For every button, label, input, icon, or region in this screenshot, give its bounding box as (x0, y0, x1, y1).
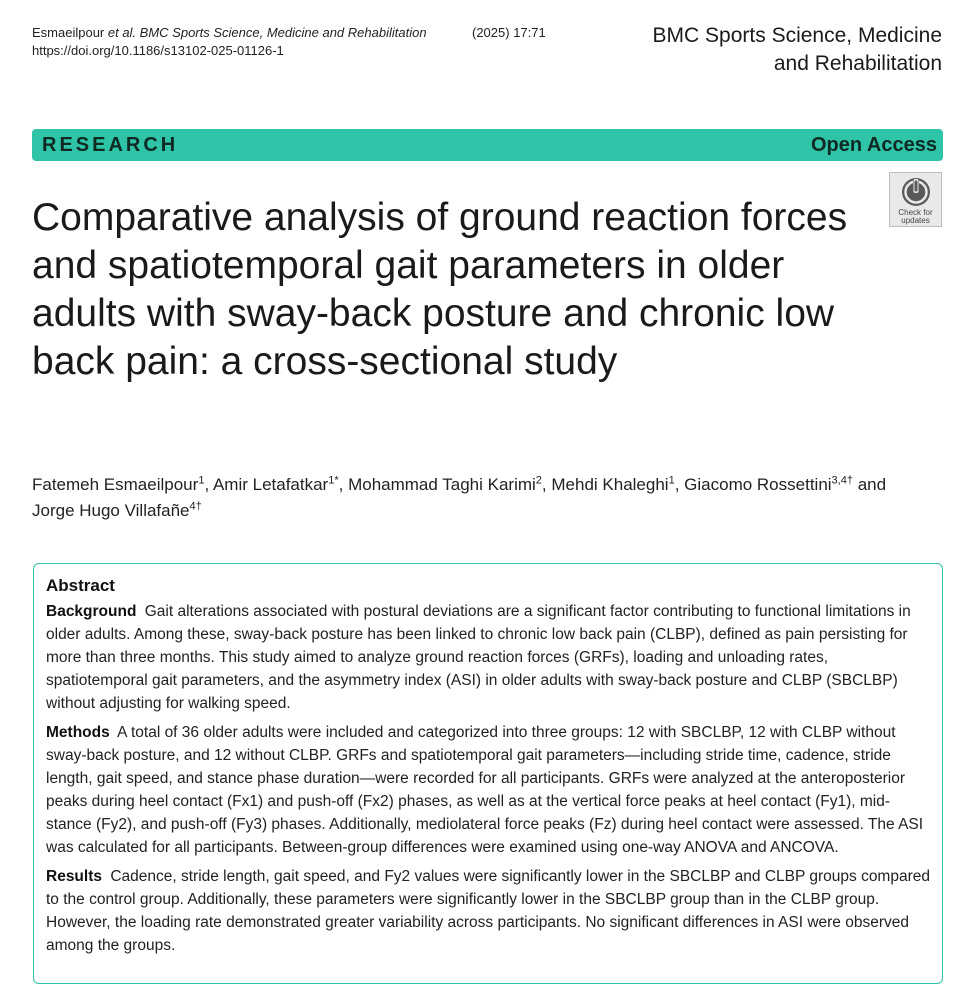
results-text: Cadence, stride length, gait speed, and Fy2 values were significantly lower in the SBCLBP and CLBP groups compared to the control group. Additionally, these parameters were significantly lower in the SBCLBP group than in the CLBP group. However, the loading rate demonstrated greater variability across participants. No significant differences in ASI were observed among the groups. (46, 868, 930, 954)
author-affiliation: 4† (189, 500, 202, 513)
author-affiliation: 1 (668, 474, 675, 487)
author[interactable] (32, 475, 204, 494)
article-type-banner (32, 129, 943, 161)
author-separator: , (674, 475, 685, 494)
author[interactable] (551, 475, 674, 494)
author-separator: , (338, 475, 349, 494)
author-separator: , (204, 475, 213, 494)
author[interactable] (213, 475, 339, 494)
open-access-label: Open Access (811, 133, 937, 156)
author-affiliation: 2 (535, 474, 542, 487)
author[interactable] (348, 475, 542, 494)
author-name: Fatemeh Esmaeilpour (32, 475, 199, 494)
journal-name (653, 22, 942, 78)
citation-journal: et al. BMC Sports Science, Medicine and Rehabilitation (104, 25, 427, 40)
check-for-updates-button[interactable] (889, 172, 942, 227)
methods-text: A total of 36 older adults were included and categorized into three groups: 12 with SBCLBP, 12 with CLBP without sway-back posture, and 12 without CLBP. GRFs and spatiotemporal gait parameters—including stride time, cadence, stride length, gait speed, and stance phase duration—were recorded for all participants. GRFs were analyzed at the anteroposterior peaks during heel contact (Fx1) and push-off (Fx2) phases, as well as at the vertical force peaks at heel contact (Fy1), mid-stance (Fy2), and push-off (Fy3) phases. Additionally, mediolateral force peaks (Fz) during heel contact were assessed. The ASI was calculated for all participants. Between-group differences were examined using one-way ANOVA and ANCOVA. (46, 724, 924, 856)
author-list (32, 472, 932, 524)
author[interactable] (32, 501, 202, 520)
author-name: Mohammad Taghi Karimi (348, 475, 536, 494)
author-name: Jorge Hugo Villafañe (32, 501, 190, 520)
author-separator: , (541, 475, 552, 494)
author[interactable] (684, 475, 853, 494)
article-title: Comparative analysis of ground reaction forces and spatiotemporal gait parameters in older adults with sway-back posture and chronic low back pain: a cross-sectional study (32, 196, 848, 383)
author-separator: and (852, 475, 887, 494)
check-updates-icon (900, 176, 932, 208)
background-text: Gait alterations associated with postural deviations are a significant factor contributing to functional limitations in older adults. Among these, sway-back posture has been linked to chronic low back pain (CLBP), defined as pain persisting for more than three months. This study aimed to analyze ground reaction forces (GRFs), loading and unloading rates, spatiotemporal gait parameters, and the asymmetry index (ASI) in older adults with sway-back posture and CLBP (SBCLBP) without adjusting for walking speed. (46, 603, 911, 712)
research-label: RESEARCH (42, 133, 179, 156)
methods-label: Methods (46, 724, 110, 741)
journal-name-line1: BMC Sports Science, Medicine (652, 24, 942, 47)
doi-link[interactable]: https://doi.org/10.1186/s13102-025-01126-1 (32, 43, 284, 58)
author-name: Amir Letafatkar (212, 475, 329, 494)
author-name: Giacomo Rossettini (684, 475, 832, 494)
citation-block (32, 24, 546, 60)
abstract-heading: Abstract (46, 576, 115, 595)
author-affiliation: 1* (328, 474, 339, 487)
author-name: Mehdi Khaleghi (551, 475, 669, 494)
abstract-background (46, 600, 930, 715)
author-affiliation: 1 (198, 474, 205, 487)
check-updates-line1: Check for (898, 208, 933, 217)
check-updates-line2: updates (901, 216, 930, 225)
abstract-box (33, 563, 943, 984)
background-label: Background (46, 603, 137, 620)
check-updates-label (898, 209, 932, 225)
citation-year: (2025) 17:71 (472, 25, 546, 40)
author-affiliation: 3,4† (831, 474, 853, 487)
abstract-results (46, 865, 930, 957)
journal-name-line2: and Rehabilitation (773, 52, 942, 75)
results-label: Results (46, 868, 102, 885)
citation-line (32, 24, 546, 42)
abstract-methods (46, 721, 930, 859)
citation-authors: Esmaeilpour (32, 25, 105, 40)
